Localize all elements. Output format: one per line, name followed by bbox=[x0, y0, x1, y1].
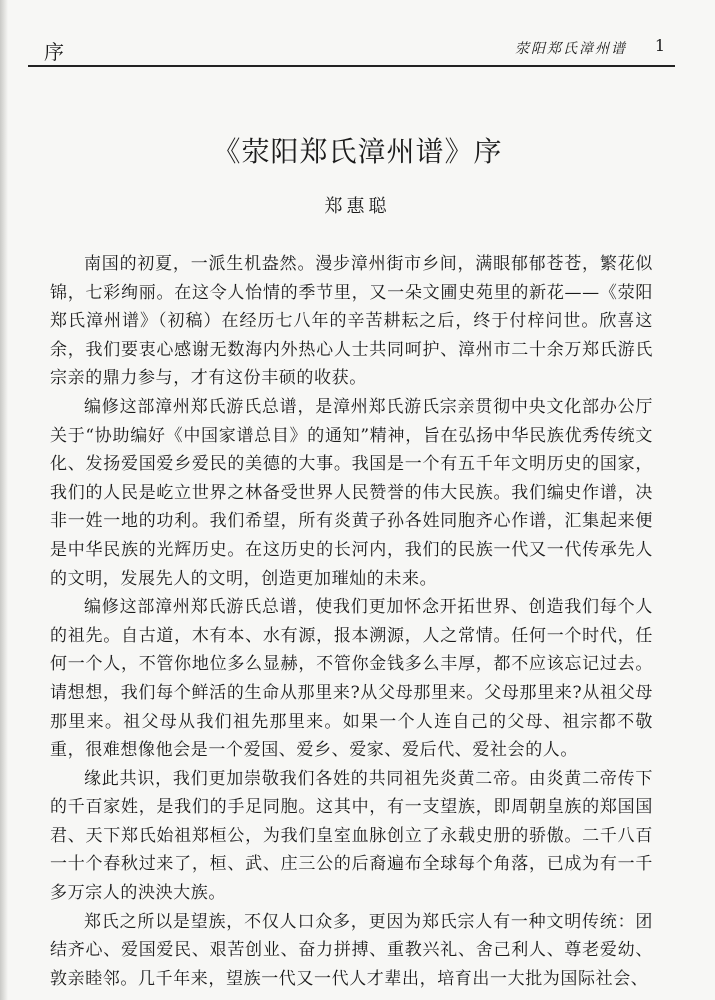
running-header bbox=[28, 30, 675, 62]
header-section-label: 序 bbox=[44, 40, 64, 64]
paragraph: 郑氏之所以是望族，不仅人口众多，更因为郑氏宗人有一种文明传统：团结齐心、爱国爱民、艰苦创业、奋力拼搏、重教兴礼、舍己利人、尊老爱幼、敦亲睦邻。几千年来，望族一代又一代人才辈出，培育出一大批为国际社会、 bbox=[50, 911, 653, 989]
paragraph: 南国的初夏，一派生机盎然。漫步漳州街市乡间，满眼郁郁苍苍，繁花似锦，七彩绚丽。在这令人怡情的季节里，又一朵文圃史苑里的新花——《荥阳郑氏漳州谱》（初稿）在经历七八年的辛苦耕耘之后，终于付梓问世。欣喜这余，我们要衷心感谢无数海内外热心人士共同呵护、漳州市二十余万郑氏游氏宗亲的鼎力参与，才有这份丰硕的收获。 bbox=[50, 254, 653, 389]
body-text bbox=[50, 250, 653, 993]
page-number: 1 bbox=[654, 36, 665, 55]
document-title: 《荥阳郑氏漳州谱》序 bbox=[212, 135, 503, 168]
author-name: 郑惠聪 bbox=[324, 196, 391, 217]
header-rule bbox=[28, 65, 675, 67]
paragraph: 编修这部漳州郑氏游氏总谱，是漳州郑氏游氏宗亲贯彻中央文化部办公厅关于“协助编好《中国家谱总目》的通知”精神，旨在弘扬中华民族优秀传统文化、发扬爱国爱乡爱民的美德的大事。我国是一个有五千年文明历史的国家，我们的人民是屹立世界之林备受世界人民赞誉的伟大民族。我们编史作谱，决非一姓一地的功利。我们希望，所有炎黄子孙各姓同胞齐心作谱，汇集起来便是中华民族的光辉历史。在这历史的长河内，我们的民族一代又一代传承先人的文明，发展先人的文明，创造更加璀灿的未来。 bbox=[50, 396, 653, 589]
paragraph: 编修这部漳州郑氏游氏总谱，使我们更加怀念开拓世界、创造我们每个人的祖先。自古道，木有本、水有源，报本溯源，人之常情。任何一个时代，任何一个人，不管你地位多么显赫，不管你金钱多么丰厚，都不应该忘记过去。请想想，我们每个鲜活的生命从那里来?从父母那里来。父母那里来?从祖父母那里来。祖父母从我们祖先那里来。如果一个人连自己的父母、祖宗都不敬重，很难想像他会是一个爱国、爱乡、爱家、爱后代、爱社会的人。 bbox=[50, 597, 653, 761]
paragraph: 缘此共识，我们更加崇敬我们各姓的共同祖先炎黄二帝。由炎黄二帝传下的千百家姓，是我们的手足同胞。这其中，有一支望族，即周朝皇族的郑国国君、天下郑氏始祖郑桓公，为我们皇室血脉创立了永载史册的骄傲。二千八百一十个春秋过来了，桓、武、庄三公的后裔遍布全球每个角落，已成为有一千多万宗人的泱泱大族。 bbox=[50, 768, 653, 904]
header-book-title: 荥阳郑氏漳州谱 bbox=[515, 41, 627, 57]
